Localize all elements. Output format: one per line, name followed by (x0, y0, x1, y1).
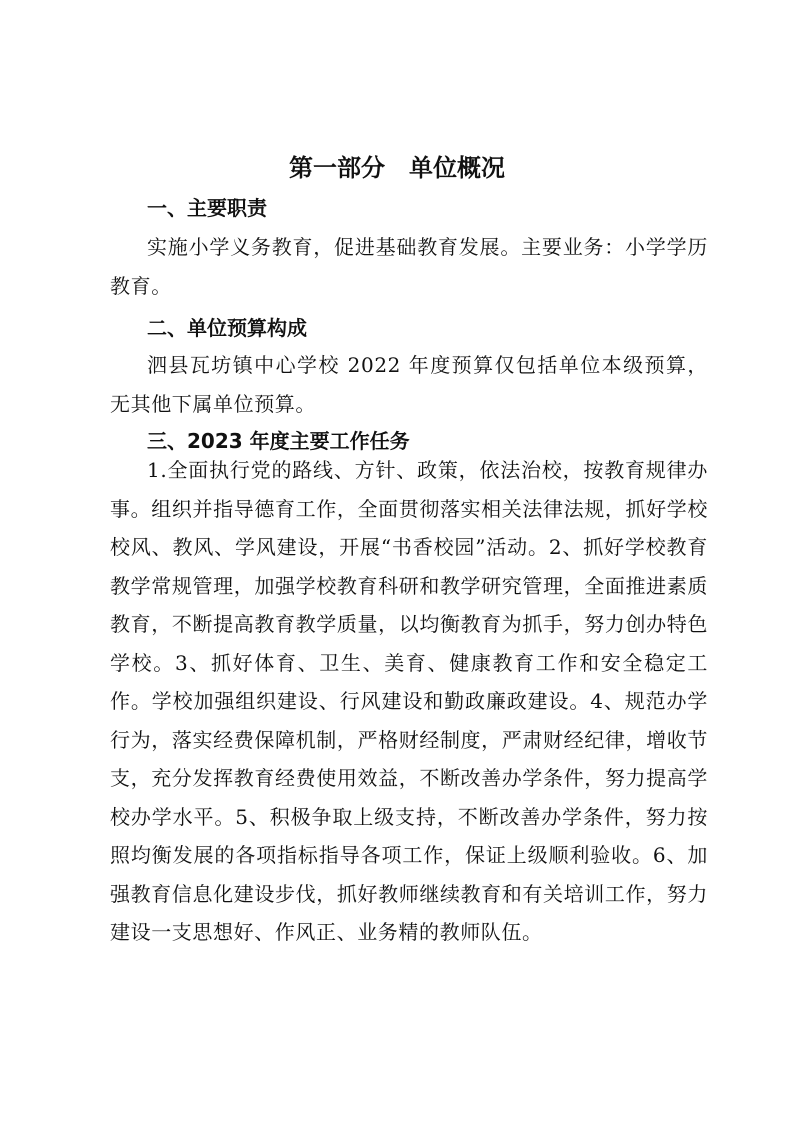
section-heading-duties: 一、主要职责 (147, 196, 267, 220)
page-title: 第一部分 单位概况 (289, 154, 505, 182)
section-heading-work-tasks: 三、2023 年度主要工作任务 (147, 429, 410, 453)
section-body-work-tasks: 1.全面执行党的路线、方针、政策，依法治校，按教育规律办事。组织并指导德育工作，全面贯彻落实相关法律法规，抓好学校校风、教风、学风建设，开展“书香校园”活动。2、抓好学校教育教学常规管理，加强学校教育科研和教学研究管理，全面推进素质教育，不断提高教育教学质量，以均衡教育为抓手，努力创办特色学校。3、抓好体育、卫生、美育、健康教育工作和安全稳定工作。学校加强组织建设、行风建设和勤政廉政建设。4、规范办学行为，落实经费保障机制，严格财经制度，严肃财经纪律，增收节支，充分发挥教育经费使用效益，不断改善办学条件，努力提高学校办学水平。5、积极争取上级支持，不断改善办学条件，努力按照均衡发展的各项指标指导各项工作，保证上级顺利验收。6、加强教育信息化建设步伐，抓好教师继续教育和有关培训工作，努力建设一支思想好、作风正、业务精的教师队伍。 (110, 458, 708, 944)
section-body-duties: 实施小学义务教育，促进基础教育发展。主要业务：小学学历教育。 (110, 235, 708, 298)
section-body-budget-composition: 泗县瓦坊镇中心学校 2022 年度预算仅包括单位本级预算，无其他下属单位预算。 (110, 353, 708, 416)
section-heading-budget-composition: 二、单位预算构成 (147, 316, 307, 340)
